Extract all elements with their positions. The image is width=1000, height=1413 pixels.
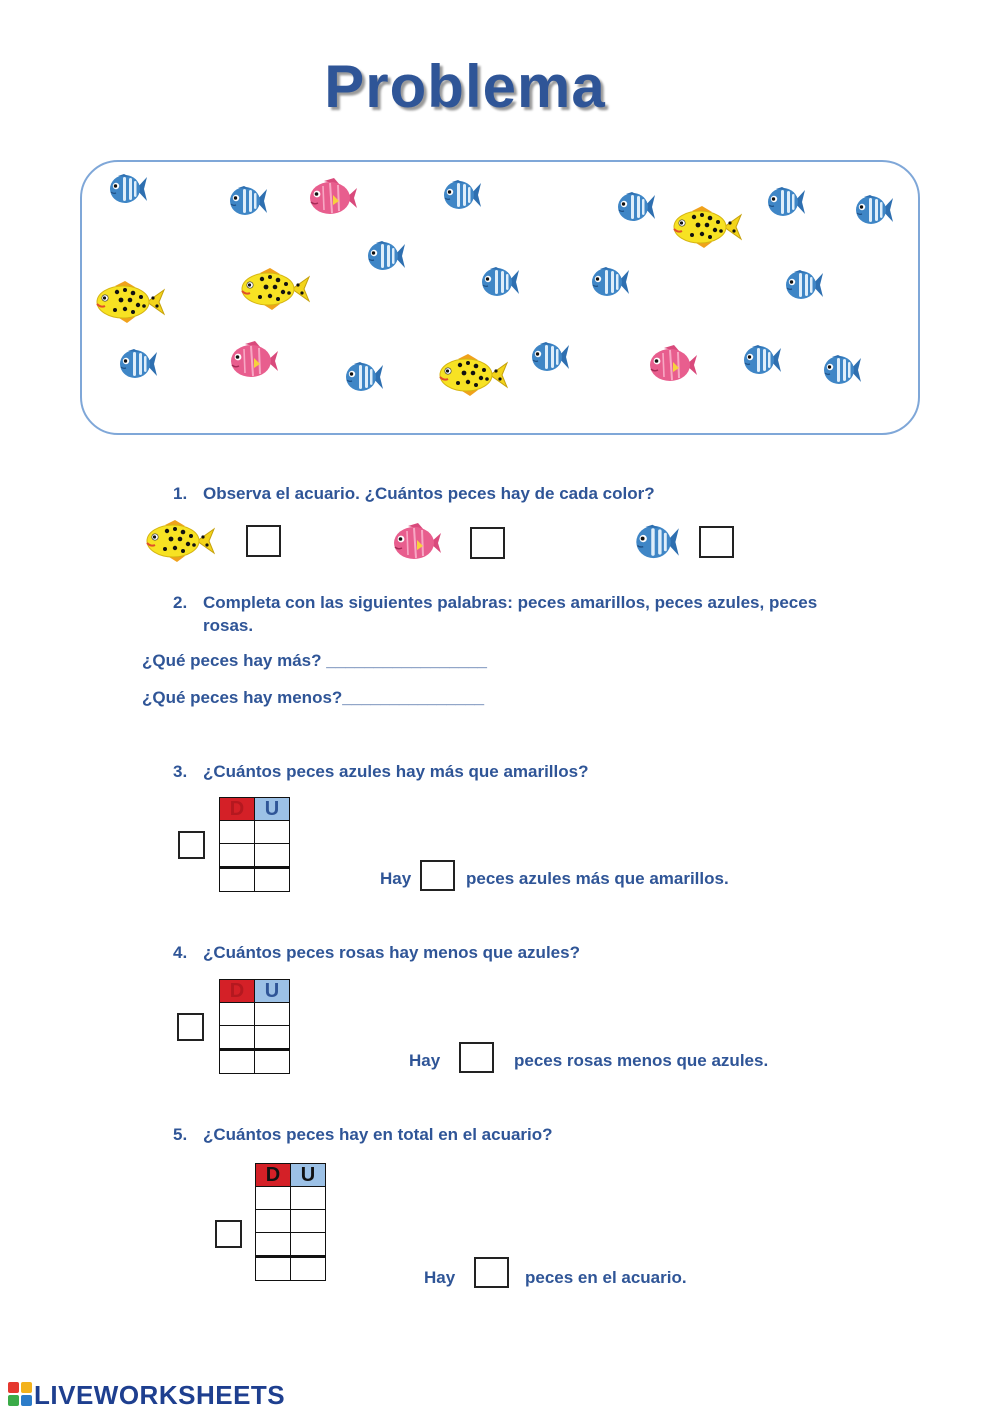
units-header: U bbox=[255, 980, 290, 1003]
tens-header: D bbox=[220, 798, 255, 821]
yellow-fish-icon bbox=[95, 280, 165, 324]
question-text: ¿Cuántos peces hay en total en el acuario? bbox=[203, 1125, 553, 1144]
question-3 bbox=[173, 760, 873, 784]
blue-fish-icon bbox=[344, 360, 384, 394]
more-fish-line[interactable]: ¿Qué peces hay más? _________________ bbox=[142, 651, 487, 670]
blue-fish-icon bbox=[442, 178, 482, 212]
question-5 bbox=[173, 1123, 873, 1147]
question-4 bbox=[173, 941, 873, 965]
pink-fish-icon bbox=[648, 344, 698, 386]
table-cell[interactable] bbox=[255, 844, 290, 868]
tens-header: D bbox=[220, 980, 255, 1003]
pink-count-input[interactable] bbox=[470, 527, 505, 559]
question-text: Completa con las siguientes palabras: peces amarillos, peces azules, peces rosas. bbox=[203, 593, 818, 635]
result-cell[interactable] bbox=[256, 1257, 291, 1281]
answer-suffix: peces rosas menos que azules. bbox=[514, 1051, 769, 1070]
less-fish-line[interactable]: ¿Qué peces hay menos?_______________ bbox=[142, 688, 485, 707]
tens-units-table bbox=[255, 1163, 326, 1281]
liveworksheets-logo-icon bbox=[8, 1382, 32, 1406]
blue-fish-icon bbox=[616, 190, 656, 224]
blue-fish-icon bbox=[590, 265, 630, 299]
table-cell[interactable] bbox=[256, 1233, 291, 1257]
yellow-fish-icon bbox=[240, 267, 310, 311]
result-cell[interactable] bbox=[291, 1257, 326, 1281]
answer-prefix: Hay bbox=[424, 1268, 456, 1287]
answer-prefix: Hay bbox=[409, 1051, 441, 1070]
question-1 bbox=[173, 482, 873, 506]
blue-fish-icon bbox=[530, 340, 570, 374]
page-title: Problema bbox=[324, 53, 606, 120]
question-number: 3. bbox=[173, 762, 188, 781]
tens-units-table bbox=[219, 797, 290, 892]
blue-fish-icon bbox=[366, 239, 406, 273]
result-cell[interactable] bbox=[220, 868, 255, 892]
table-cell[interactable] bbox=[255, 1003, 290, 1026]
blue-fish-icon bbox=[766, 185, 806, 219]
table-cell[interactable] bbox=[291, 1233, 326, 1257]
yellow-fish-icon bbox=[145, 518, 215, 564]
question-text: ¿Cuántos peces azules hay más que amarillos? bbox=[203, 762, 589, 781]
question-number: 5. bbox=[173, 1125, 188, 1144]
question-number: 4. bbox=[173, 943, 188, 962]
operation-sign-input[interactable] bbox=[178, 831, 205, 859]
result-cell[interactable] bbox=[255, 1050, 290, 1074]
blue-fish-icon bbox=[228, 184, 268, 218]
table-cell[interactable] bbox=[220, 821, 255, 844]
tens-header: D bbox=[256, 1164, 291, 1187]
result-cell[interactable] bbox=[255, 868, 290, 892]
blue-fish-icon bbox=[822, 353, 862, 387]
answer-suffix: peces en el acuario. bbox=[525, 1268, 687, 1287]
units-header: U bbox=[291, 1164, 326, 1187]
question-2 bbox=[173, 591, 873, 639]
table-cell[interactable] bbox=[256, 1187, 291, 1210]
answer-input[interactable] bbox=[420, 860, 455, 891]
table-cell[interactable] bbox=[256, 1210, 291, 1233]
yellow-fish-icon bbox=[438, 353, 508, 397]
table-cell[interactable] bbox=[255, 1026, 290, 1050]
yellow-fish-icon bbox=[672, 205, 742, 249]
table-cell[interactable] bbox=[255, 821, 290, 844]
blue-fish-icon bbox=[108, 172, 148, 206]
operation-sign-input[interactable] bbox=[177, 1013, 204, 1041]
question-number: 2. bbox=[173, 593, 188, 612]
table-cell[interactable] bbox=[220, 1003, 255, 1026]
answer-input[interactable] bbox=[459, 1042, 494, 1073]
yellow-count-input[interactable] bbox=[246, 525, 281, 557]
blue-fish-icon bbox=[854, 193, 894, 227]
blue-fish-icon bbox=[784, 268, 824, 302]
question-number: 1. bbox=[173, 484, 188, 503]
table-cell[interactable] bbox=[291, 1187, 326, 1210]
table-cell[interactable] bbox=[220, 844, 255, 868]
blue-fish-icon bbox=[118, 347, 158, 381]
answer-prefix: Hay bbox=[380, 869, 412, 888]
blue-fish-icon bbox=[634, 522, 680, 562]
blue-fish-icon bbox=[480, 265, 520, 299]
answer-input[interactable] bbox=[474, 1257, 509, 1288]
pink-fish-icon bbox=[308, 177, 358, 219]
brand-name: LIVEWORKSHEETS bbox=[34, 1380, 286, 1410]
pink-fish-icon bbox=[229, 340, 279, 382]
pink-fish-icon bbox=[392, 522, 442, 564]
table-cell[interactable] bbox=[291, 1210, 326, 1233]
blue-count-input[interactable] bbox=[699, 526, 734, 558]
question-text: ¿Cuántos peces rosas hay menos que azules? bbox=[203, 943, 580, 962]
blue-fish-icon bbox=[742, 343, 782, 377]
units-header: U bbox=[255, 798, 290, 821]
answer-suffix: peces azules más que amarillos. bbox=[466, 869, 729, 888]
question-text: Observa el acuario. ¿Cuántos peces hay de cada color? bbox=[203, 484, 655, 503]
tens-units-table bbox=[219, 979, 290, 1074]
table-cell[interactable] bbox=[220, 1026, 255, 1050]
operation-sign-input[interactable] bbox=[215, 1220, 242, 1248]
result-cell[interactable] bbox=[220, 1050, 255, 1074]
